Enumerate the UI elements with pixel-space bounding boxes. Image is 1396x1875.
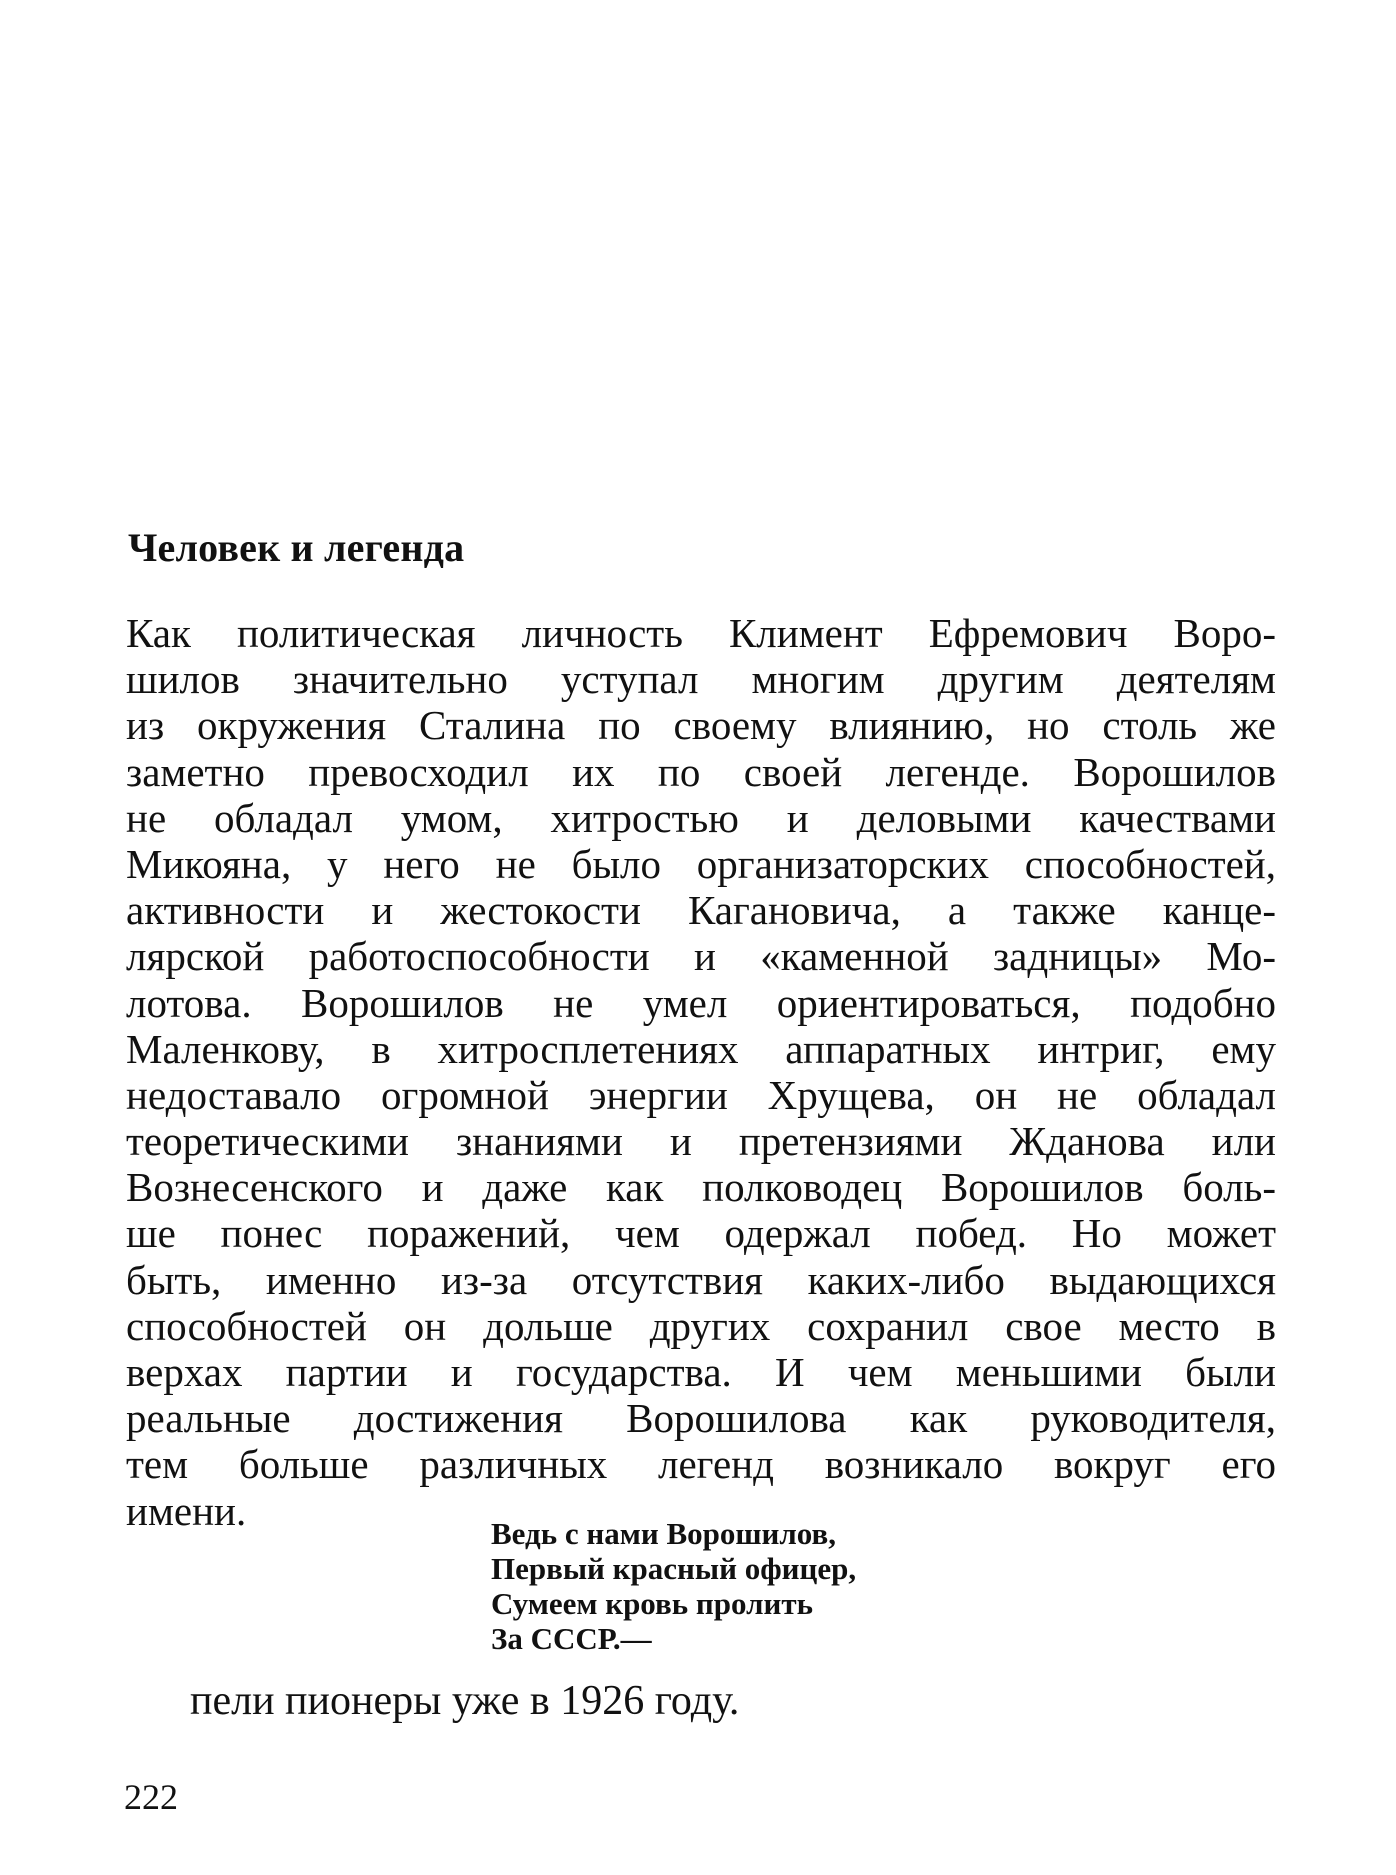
text-line: лотова. Ворошилов не умел ориентироваться, подобно <box>126 979 1276 1026</box>
text-line: способностей он дольше других сохранил свое место в <box>126 1302 1276 1349</box>
body-paragraph <box>126 610 1276 1534</box>
text-line: шилов значительно уступал многим другим деятелям <box>126 656 1276 703</box>
text-line: активности и жестокости Кагановича, а также канце- <box>126 887 1276 934</box>
section-title: Человек и легенда <box>128 525 465 570</box>
verse-line: Первый красный офицер, <box>491 1551 857 1586</box>
text-line: быть, именно из-за отсутствия каких-либо выдающихся <box>126 1256 1276 1303</box>
text-line: заметно превосходил их по своей легенде. Ворошилов <box>126 748 1276 795</box>
page-number: 222 <box>124 1777 178 1817</box>
verse-line: Сумеем кровь пролить <box>491 1586 813 1621</box>
text-line: из окружения Сталина по своему влиянию, но столь же <box>126 702 1276 749</box>
text-line: ше понес поражений, чем одержал побед. Но может <box>126 1210 1276 1257</box>
verse-line: Ведь с нами Ворошилов, <box>491 1516 837 1551</box>
text-line: Вознесенского и даже как полководец Ворошилов боль- <box>126 1164 1276 1211</box>
verse-line: За СССР.— <box>491 1621 652 1656</box>
text-line: Микояна, у него не было организаторских способностей, <box>126 840 1276 887</box>
verse-quote <box>491 1516 856 1656</box>
text-line: имени. <box>126 1487 247 1534</box>
after-verse-text: пели пионеры уже в 1926 году. <box>190 1678 740 1724</box>
text-line: Маленкову, в хитросплетениях аппаратных интриг, ему <box>126 1025 1276 1072</box>
text-line: Как политическая личность Климент Ефремович Воро- <box>126 610 1276 656</box>
text-line: реальные достижения Ворошилова как руководителя, <box>126 1395 1276 1442</box>
text-line: не обладал умом, хитростью и деловыми качествами <box>126 794 1276 841</box>
text-line: верхах партии и государства. И чем меньшими были <box>126 1349 1276 1395</box>
text-line: тем больше различных легенд возникало вокруг его <box>126 1441 1276 1488</box>
text-line: недоставало огромной энергии Хрущева, он не обладал <box>126 1071 1276 1118</box>
text-line: теоретическими знаниями и претензиями Жданова или <box>126 1118 1276 1165</box>
text-line: лярской работоспособности и «каменной задницы» Мо- <box>126 933 1276 980</box>
